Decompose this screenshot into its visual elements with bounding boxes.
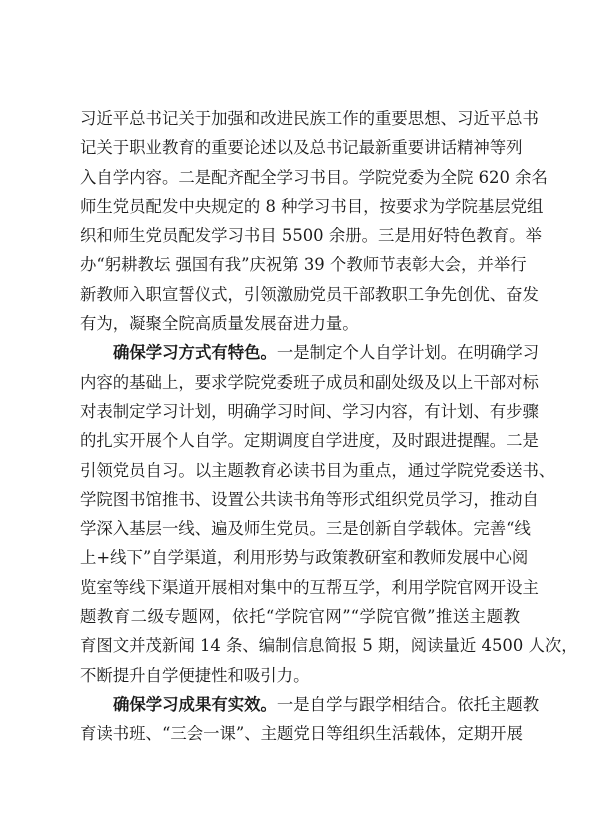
document-body bbox=[80, 104, 578, 749]
paragraph-1 bbox=[80, 104, 548, 338]
text-line: 引领党员自习。以主题教育必读书目为重点，通过学院党委送书、 bbox=[80, 460, 556, 480]
text-line: 师生党员配发中央规定的 8 种学习书目，按要求为学院基层党组 bbox=[80, 196, 544, 216]
text-run: 一是制定个人自学计划。在明确学习 bbox=[276, 343, 540, 363]
text-line: 记关于职业教育的重要论述以及总书记最新重要讲话精神等列 bbox=[80, 138, 523, 158]
paragraph-first-line bbox=[80, 338, 540, 367]
text-line: 入自学内容。二是配齐配全学习书目。学院党委为全院 620 余名 bbox=[80, 167, 548, 187]
text-line: 内容的基础上，要求学院党委班子成员和副处级及以上干部对标 bbox=[80, 372, 539, 392]
text-run: 一是自学与跟学相结合。依托主题教 bbox=[276, 694, 540, 714]
text-line: 办“躬耕教坛 强国有我”庆祝第 39 个教师节表彰大会，并举行 bbox=[80, 255, 527, 275]
paragraph-first-line bbox=[80, 690, 540, 719]
text-line: 的扎实开展个人自学。定期调度自学进度，及时跟进提醒。二是 bbox=[80, 431, 539, 451]
text-line: 不断提升自学便捷性和吸引力。 bbox=[80, 665, 310, 685]
text-line: 学院图书馆推书、设置公共读书角等形式组织党员学习，推动自 bbox=[80, 489, 539, 509]
text-line: 对表制定学习计划，明确学习时间、学习内容，有计划、有步骤 bbox=[80, 401, 539, 421]
text-line: 织和师生党员配发学习书目 5500 余册。三是用好特色教育。举 bbox=[80, 226, 542, 246]
text-line: 上+线下”自学渠道，利用形势与政策教研室和教师发展中心阅 bbox=[80, 548, 529, 568]
text-line: 育图文并茂新闻 14 条、编制信息简报 5 期，阅读量近 4500 人次， bbox=[80, 636, 578, 656]
text-line: 育读书班、“三会一课”、主题党日等组织生活载体，定期开展 bbox=[80, 724, 523, 744]
text-line: 有为，凝聚全院高质量发展奋进力量。 bbox=[80, 314, 359, 334]
paragraph-heading: 确保学习方式有特色。 bbox=[113, 343, 277, 363]
text-line: 习近平总书记关于加强和改进民族工作的重要思想、习近平总书 bbox=[80, 109, 539, 128]
text-line: 题教育二级专题网，依托“学院官网”“学院官微”推送主题教 bbox=[80, 607, 520, 627]
paragraph-3 bbox=[80, 690, 540, 749]
paragraph-2 bbox=[80, 338, 578, 690]
paragraph-heading: 确保学习成果有实效。 bbox=[113, 694, 277, 714]
text-line: 览室等线下渠道开展相对集中的互帮互学，利用学院官网开设主 bbox=[80, 577, 539, 597]
text-line: 新教师入职宣誓仪式，引领激励党员干部教职工争先创优、奋发 bbox=[80, 284, 539, 304]
text-line: 学深入基层一线、遍及师生党员。三是创新自学载体。完善“线 bbox=[80, 519, 531, 539]
